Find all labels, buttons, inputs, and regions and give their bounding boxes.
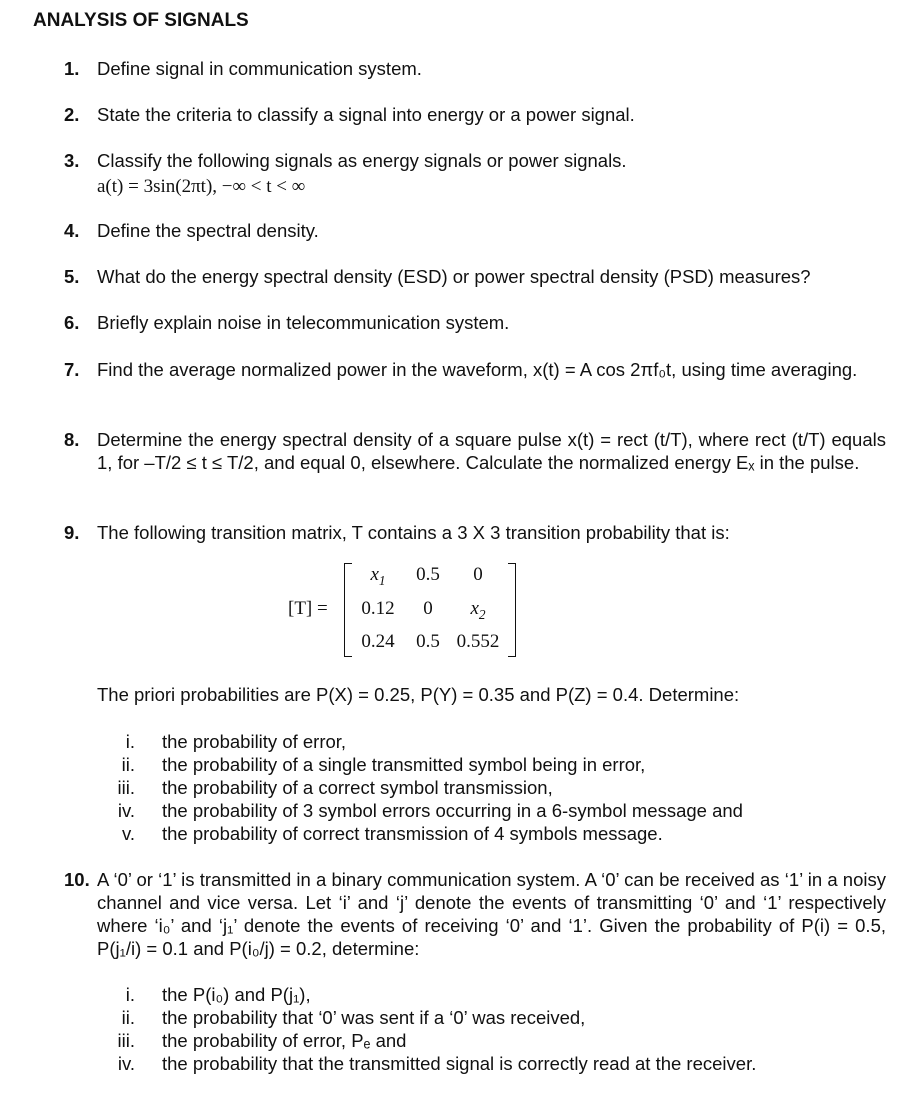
matrix-cell: 0.552 [456, 631, 500, 652]
list-item: iv. the probability that the transmitted signal is correctly read at the receiver. [117, 1053, 757, 1074]
question-text: Classify the following signals as energy signals or power signals. [97, 150, 627, 171]
question-text: A ‘0’ or ‘1’ is transmitted in a binary communication system. A ‘0’ can be received as ‘1’ in a noisy channel and vice versa. Let ‘i’ and ‘j’ denote the events of transmitting ‘0’ and ‘1’ respectively where ‘i₀’ and ‘j₁’ denote the events of receiving ‘0’ and ‘1’. Given the probability of P(i) = 0.5, P(j₁/i) = 0.1 and P(i₀/j) = 0.2, determine: [97, 869, 886, 959]
list-item: i. the P(i₀) and P(j₁), [125, 984, 311, 1005]
question-5 [64, 265, 886, 288]
question-number: 2. [64, 104, 80, 125]
question-number: 9. [64, 522, 80, 543]
matrix-cell: $x_1$ [370, 564, 386, 588]
question-7 [64, 358, 886, 381]
question-text: What do the energy spectral density (ESD) or power spectral density (PSD) measures? [97, 266, 811, 287]
question-number: 3. [64, 150, 80, 171]
question-number: 7. [64, 359, 80, 380]
list-item: i. the probability of error, [125, 731, 347, 752]
question-text: Determine the energy spectral density of a square pulse x(t) = rect (t/T), where rect (t/T) equals 1, for –T/2 ≤ t ≤ T/2, and equal 0, elsewhere. Calculate the normalized energy Eₓ in the pulse. [97, 429, 886, 473]
matrix-label: [T] = [288, 598, 328, 619]
question-number: 6. [64, 312, 80, 333]
list-item: iii. the probability of a correct symbol transmission, [117, 777, 553, 798]
right-bracket [508, 563, 516, 657]
list-item: iv. the probability of 3 symbol errors occurring in a 6-symbol message and [117, 800, 743, 821]
list-item: iii. the probability of error, Pₑ and [117, 1030, 407, 1051]
question-text: Define the spectral density. [97, 220, 319, 241]
question-9-subparts [97, 730, 887, 845]
page-title: ANALYSIS OF SIGNALS [33, 10, 249, 31]
question-number: 8. [64, 429, 80, 450]
question-3 [64, 149, 886, 198]
question-6 [64, 311, 886, 334]
question-text: Find the average normalized power in the waveform, x(t) = A cos 2πf₀t, using time averaging. [97, 359, 858, 380]
matrix-cell: 0 [473, 564, 483, 585]
list-item: ii. the probability of a single transmitted symbol being in error, [121, 754, 646, 775]
matrix-cell: 0.12 [361, 598, 395, 619]
question-9 [64, 521, 886, 544]
question-number: 10. [64, 869, 90, 890]
question-number: 1. [64, 58, 80, 79]
transition-matrix [288, 559, 528, 659]
list-item: ii. the probability that ‘0’ was sent if a ‘0’ was received, [121, 1007, 586, 1028]
question-text: State the criteria to classify a signal into energy or a power signal. [97, 104, 635, 125]
question-number: 4. [64, 220, 80, 241]
matrix-cell: 0.5 [416, 631, 440, 652]
question-2 [64, 103, 886, 126]
question-text: Define signal in communication system. [97, 58, 422, 79]
question-1 [64, 57, 886, 80]
matrix-cell: 0.5 [416, 564, 440, 585]
matrix-cell: $x_2$ [470, 598, 486, 622]
question-number: 5. [64, 266, 80, 287]
matrix-cell: 0 [423, 598, 433, 619]
question-10 [64, 868, 886, 960]
question-9-priori [64, 683, 886, 706]
matrix-cell: 0.24 [361, 631, 395, 652]
priori-probabilities-text: The priori probabilities are P(X) = 0.25, P(Y) = 0.35 and P(Z) = 0.4. Determine: [97, 684, 740, 705]
question-10-subparts [97, 983, 887, 1075]
question-4 [64, 219, 886, 242]
question-text: The following transition matrix, T contains a 3 X 3 transition probability that is: [97, 522, 730, 543]
list-item: v. the probability of correct transmission of 4 symbols message. [121, 823, 663, 844]
question-8 [64, 428, 886, 474]
signal-equation: a(t) = 3sin(2πt), −∞ < t < ∞ [97, 176, 306, 197]
question-text: Briefly explain noise in telecommunication system. [97, 312, 510, 333]
